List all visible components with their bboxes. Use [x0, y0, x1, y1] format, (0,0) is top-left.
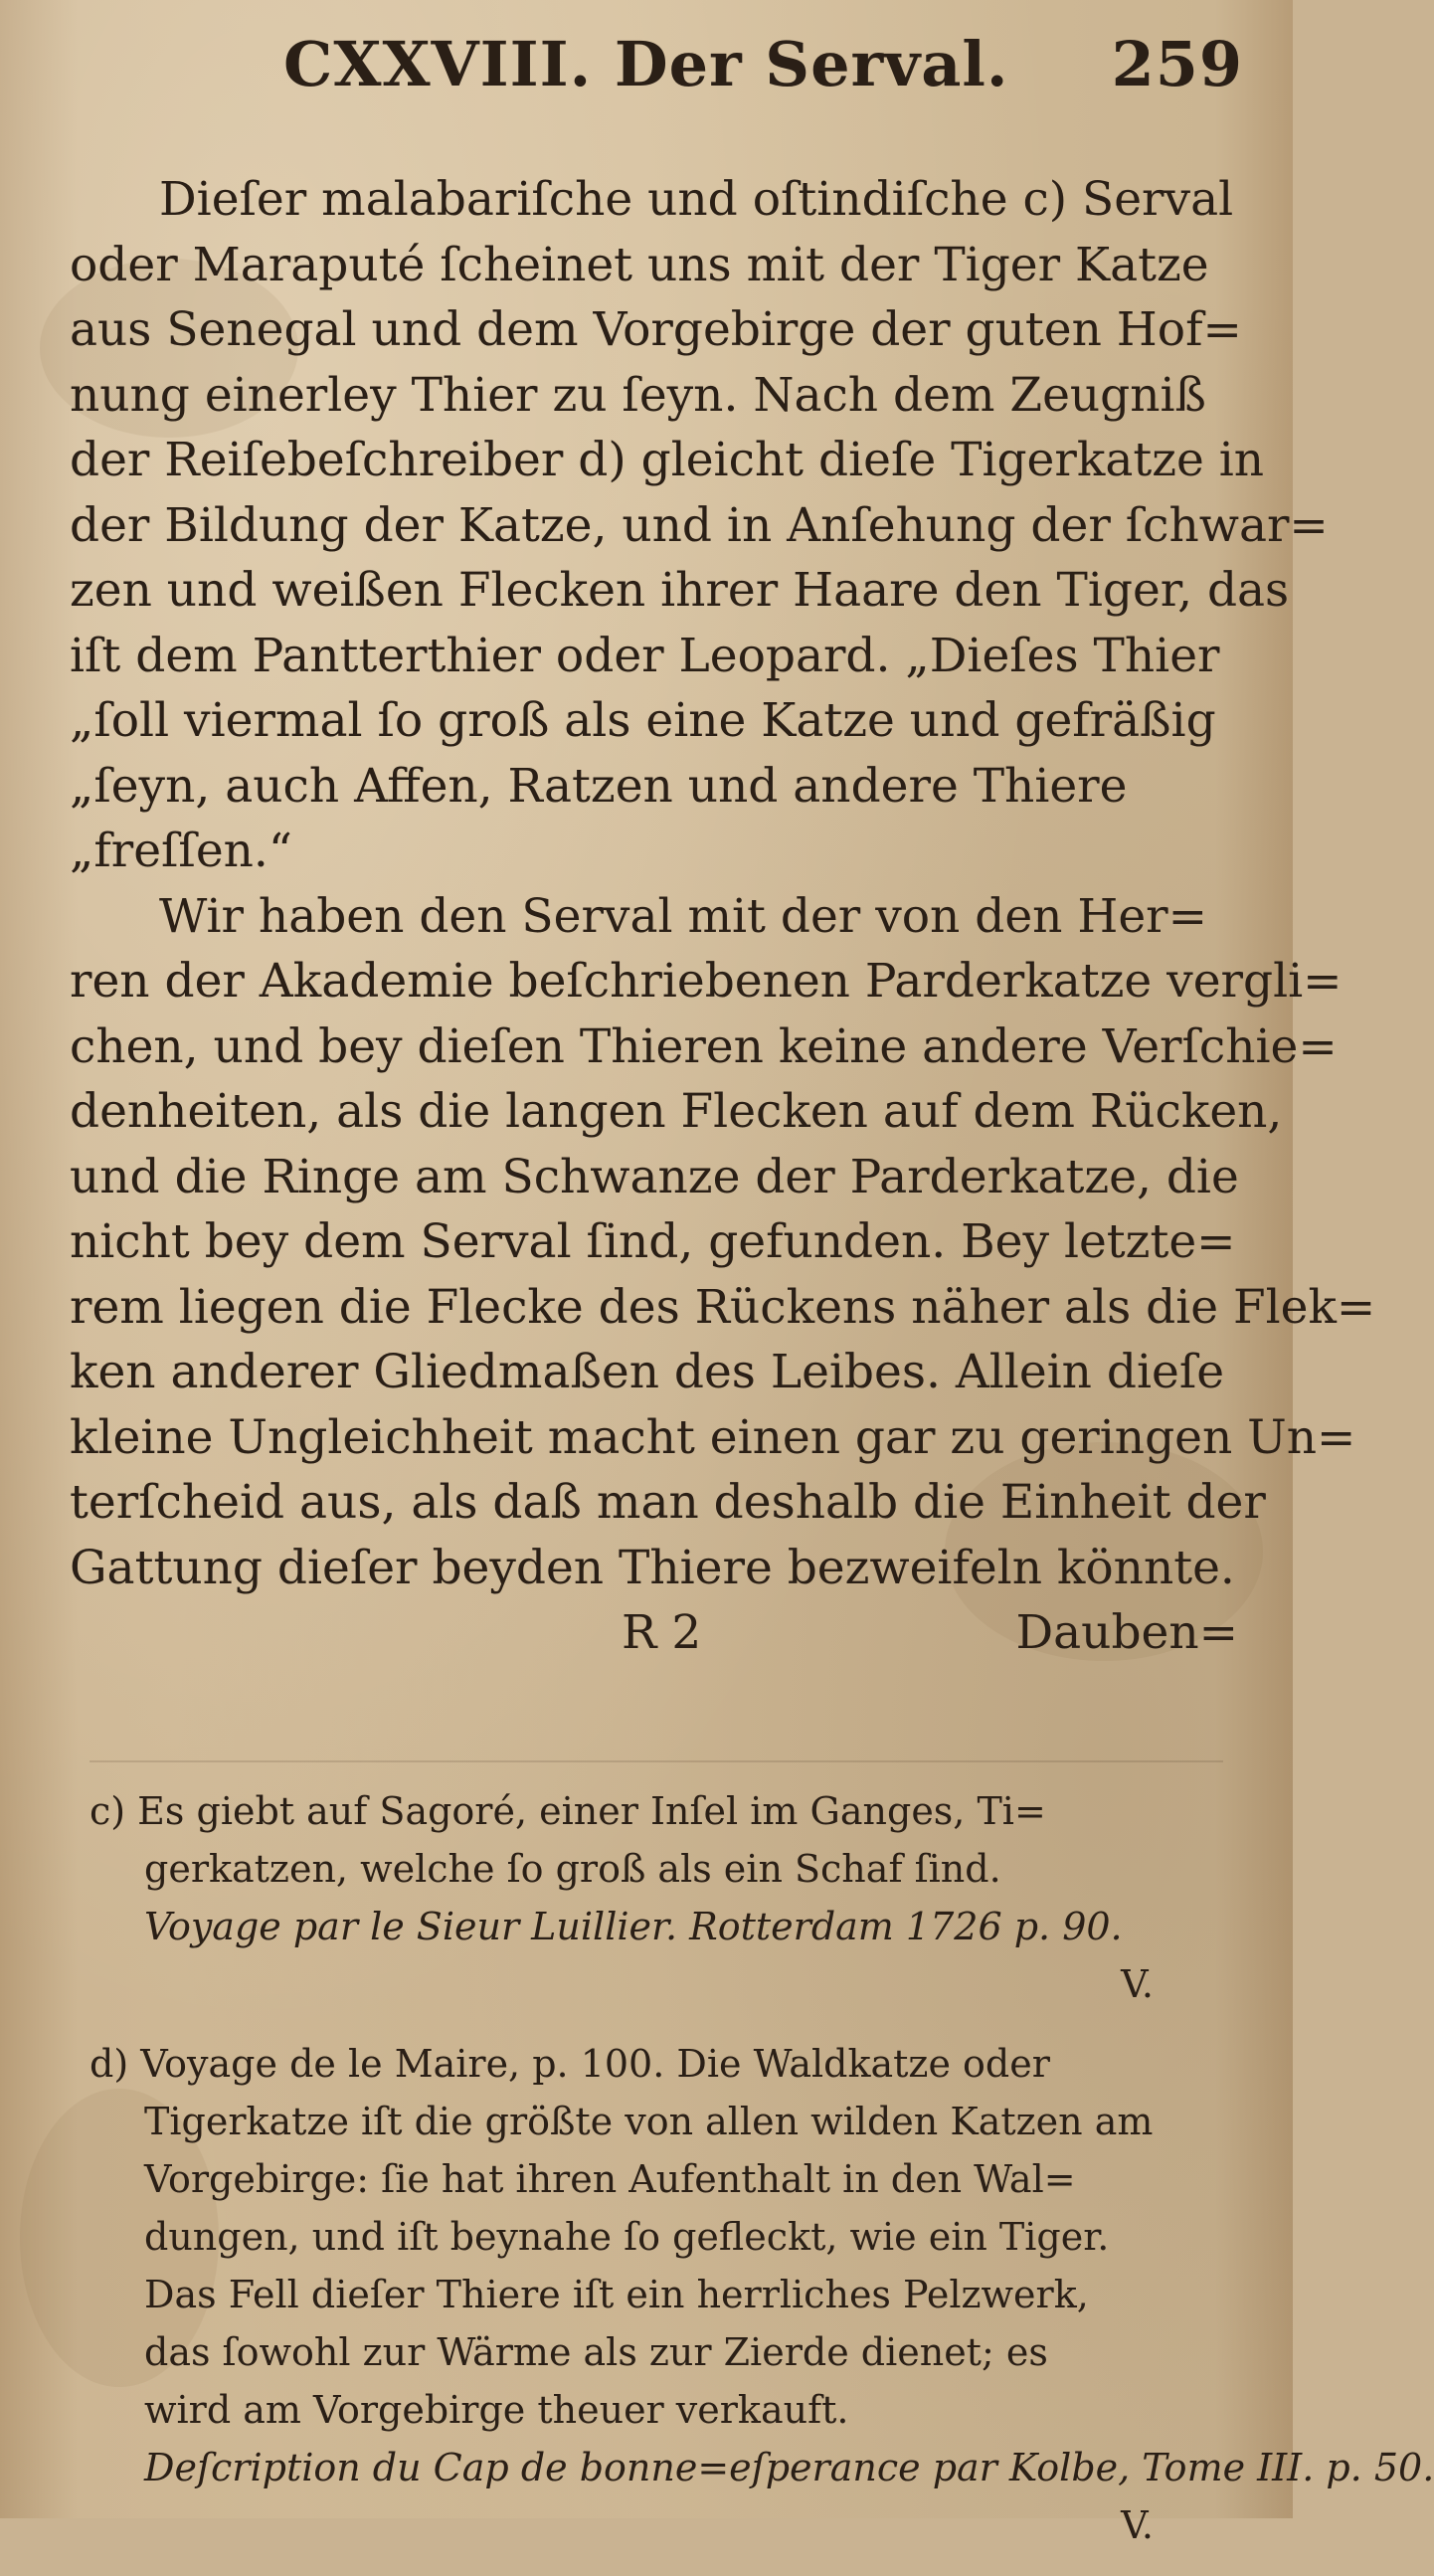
text-line: der Bildung der Katze, und in Anſehung der ſchwar=	[70, 497, 1329, 553]
text-line: Wir haben den Serval mit der von den Her=	[159, 888, 1208, 944]
main-text	[70, 167, 1376, 1666]
text-line: „ſoll viermal ſo groß als eine Katze und gefräßig	[70, 693, 1216, 748]
text-line: Gattung dieſer beyden Thiere bezweifeln könnte.	[70, 1540, 1235, 1595]
footnote-line: wird am Vorgebirge theuer verkauft.	[144, 2388, 849, 2432]
footnote-d	[90, 2035, 1434, 2554]
footnote-line: das ſowohl zur Wärme als zur Zierde dienet; es	[144, 2330, 1048, 2374]
footnote-line: Tigerkatze iſt die größte von allen wilden Katzen am	[144, 2100, 1154, 2143]
footnote-line: c) Es giebt auf Sagoré, einer Inſel im Ganges, Ti=	[90, 1789, 1046, 1833]
text-line: kleine Ungleichheit macht einen gar zu geringen Un=	[70, 1409, 1356, 1465]
footnote-citation: Voyage par le Sieur Luillier. Rotterdam 1726 p. 90.	[144, 1905, 1123, 1948]
signature-line	[70, 1600, 1238, 1666]
footnotes	[90, 1782, 1434, 2576]
footnote-divider	[90, 1760, 1223, 1762]
footnote-line: dungen, und iſt beynahe ſo gefleckt, wie ein Tiger.	[144, 2215, 1110, 2259]
text-line: zen und weißen Flecken ihrer Haare den Tiger, das	[70, 563, 1290, 618]
footnote-line: Das Fell dieſer Thiere iſt ein herrliches Pelzwerk,	[144, 2273, 1089, 2316]
text-line: „freſſen.“	[70, 824, 292, 878]
text-line: nicht bey dem Serval ſind, gefunden. Bey letzte=	[70, 1214, 1236, 1269]
text-line: ren der Akademie beſchriebenen Parderkatze vergli=	[70, 954, 1343, 1009]
footnote-sign: V.	[1121, 2503, 1154, 2547]
text-line: „ſeyn, auch Affen, Ratzen und andere Thiere	[70, 758, 1128, 814]
text-line: und die Ringe am Schwanze der Parderkatze, die	[70, 1149, 1239, 1204]
signature-mark: R 2	[622, 1605, 702, 1660]
footnote-line: Vorgebirge: ſie hat ihren Aufenthalt in den Wal=	[144, 2157, 1076, 2201]
footnote-sign: V.	[1121, 1962, 1154, 2006]
footnote-line: d) Voyage de le Maire, p. 100. Die Waldkatze oder	[90, 2042, 1050, 2086]
text-line: ken anderer Gliedmaßen des Leibes. Allein dieſe	[70, 1345, 1225, 1399]
text-line: rem liegen die Flecke des Rückens näher als die Flek=	[70, 1279, 1376, 1335]
footnote-line: gerkatzen, welche ſo groß als ein Schaf ſind.	[144, 1847, 1001, 1891]
page-number: 259	[1111, 28, 1243, 100]
text-line: denheiten, als die langen Flecken auf dem Rücken,	[70, 1084, 1283, 1139]
running-header	[283, 28, 1243, 137]
text-line: Dieſer malabariſche und oſtindiſche c) Serval	[159, 172, 1234, 227]
text-line: nung einerley Thier zu ſeyn. Nach dem Zeugniß	[70, 367, 1206, 423]
text-line: der Reiſebeſchreiber d) gleicht dieſe Tigerkatze in	[70, 433, 1265, 487]
footnote-citation: Deſcription du Cap de bonne=eſperance par Kolbe, Tome III. p. 50.	[144, 2446, 1434, 2489]
catchword: Dauben=	[1015, 1605, 1238, 1660]
text-line: aus Senegal und dem Vorgebirge der guten Hof=	[70, 302, 1242, 357]
text-line: iſt dem Pantterthier oder Leopard. „Dieſes Thier	[70, 628, 1220, 683]
chapter-title: CXXVIII. Der Serval.	[283, 28, 1009, 100]
text-line: chen, und bey dieſen Thieren keine andere Verſchie=	[70, 1018, 1338, 1074]
footnote-c	[90, 1782, 1248, 2013]
text-line: oder Maraputé ſcheinet uns mit der Tiger Katze	[70, 237, 1209, 292]
text-line: terſcheid aus, als daß man deshalb die Einheit der	[70, 1475, 1266, 1530]
